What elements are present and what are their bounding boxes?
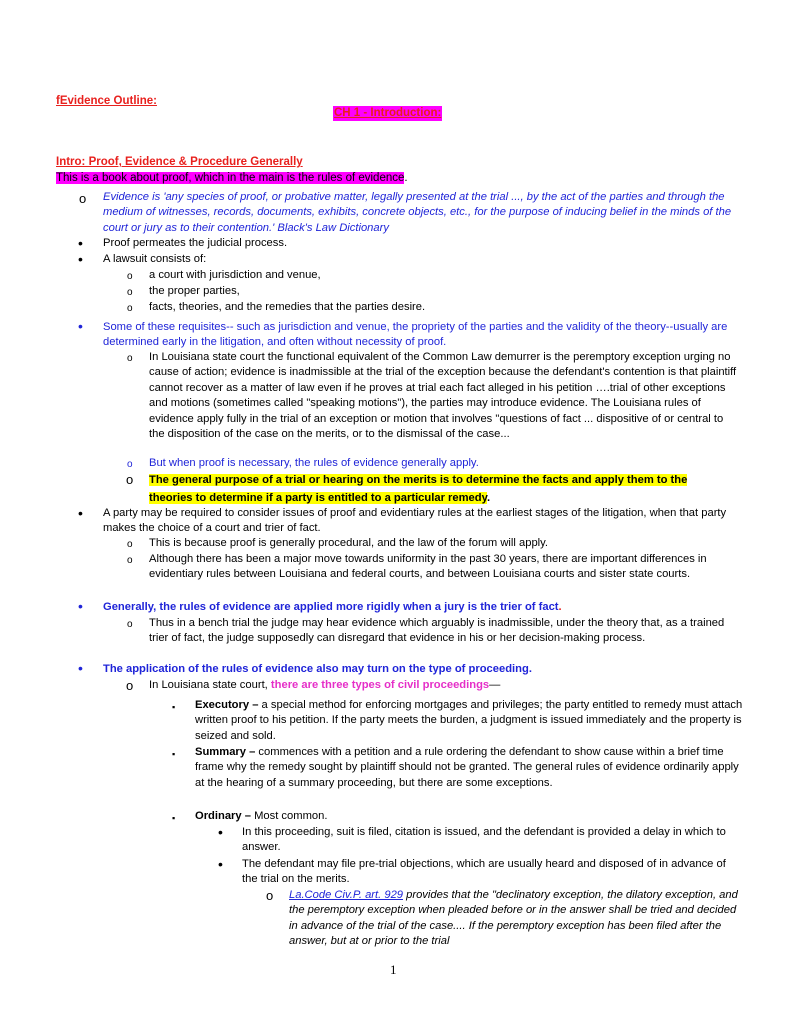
list-item: Proof permeates the judicial process. — [103, 237, 288, 249]
circle-marker: o — [127, 287, 133, 298]
summary-paragraph — [195, 745, 745, 791]
list-item: facts, theories, and the remedies that the parties desire. — [149, 301, 426, 313]
ordinary-term: Ordinary – — [195, 810, 251, 822]
summary-text: commences with a petition and a rule ordering the defendant to show cause within a brief time frame why the remedy sought by plaintiff should not be granted. The general rules of evidence ordinarily apply at the hearing of a summary proceeding, but there are some exceptions. — [195, 746, 739, 789]
three-proceedings-dash: — — [489, 679, 501, 691]
rigidly-paragraph — [103, 600, 743, 615]
art929-paragraph — [289, 888, 739, 950]
circle-marker: o — [127, 303, 133, 314]
general-purpose-paragraph — [149, 472, 729, 507]
circle-marker: o — [126, 472, 134, 487]
suit-filed-paragraph: In this proceeding, suit is filed, citation is issued, and the defendant is provided a delay in which to answer. — [242, 826, 726, 854]
ordinary-text: Most common. — [250, 810, 328, 822]
list-item: This is because proof is generally procedural, and the law of the forum will apply. — [149, 537, 549, 549]
bullet-marker: • — [218, 856, 223, 872]
list-item: the proper parties, — [149, 285, 240, 297]
rigidly-text: Generally, the rules of evidence are applied more rigidly when a jury is the trier of fact — [103, 601, 559, 613]
bullet-marker: • — [78, 660, 83, 676]
bullet-marker: • — [78, 598, 83, 614]
square-marker: ▪ — [172, 749, 176, 759]
three-proceedings-line — [149, 678, 739, 693]
requisites-paragraph: Some of these requisites-- such as jurisdiction and venue, the propriety of the parties and the validity of the theory--usually are determined early in the litigation, and often without necessity of proof. — [103, 321, 728, 349]
circle-marker: o — [126, 678, 134, 693]
bullet-marker: • — [78, 235, 83, 251]
circle-marker: o — [127, 539, 133, 550]
circle-marker: o — [79, 191, 87, 206]
bullet-marker: • — [78, 251, 83, 267]
bullet-marker: • — [78, 505, 83, 521]
list-item: A lawsuit consists of: — [103, 253, 207, 265]
list-item: But when proof is necessary, the rules of evidence generally apply. — [149, 457, 479, 469]
intro-sentence — [56, 171, 408, 186]
rigidly-period: . — [558, 601, 562, 613]
evidence-definition: Evidence is 'any species of proof, or probative matter, legally presented at the trial ..., by the act of the parties and through the medium of witnesses, records, documents, exhibits, concrete objects, etc., for the purpose of inducing belief in the minds of the court or jury as to their contention.' Black's Law Dictionary — [103, 191, 732, 234]
type-proceeding-paragraph: The application of the rules of evidence also may turn on the type of proceeding. — [103, 663, 532, 675]
party-required-paragraph: A party may be required to consider issues of proof and evidentiary rules at the earliest stages of the litigation, when that party makes the choice of a court and trier of fact. — [103, 507, 727, 535]
list-item: a court with jurisdiction and venue, — [149, 269, 321, 281]
general-purpose-highlight: The general purpose of a trial or hearing on the merits is to determine the facts and apply them to the theories to determine if a party is entitled to a particular remedy — [149, 474, 688, 504]
circle-marker: o — [127, 619, 133, 630]
page-number: 1 — [390, 962, 397, 977]
circle-marker: o — [266, 888, 274, 903]
square-marker: ▪ — [172, 702, 176, 712]
three-proceedings-prefix: In Louisiana state court, — [149, 679, 271, 691]
louisiana-demurrer-paragraph: In Louisiana state court the functional equivalent of the Common Law demurrer is the peremptory exception urging no cause of action; evidence is inadmissible at the trial of the exception because the defendant's contention is that plaintiff cannot recover as a matter of law even if he proves at trial each fact alleged in his petition ….trial of other exceptions and motions (sometimes called "speaking motions"), the parties may introduce evidence. The Louisiana rules of evidence apply fully in the trial of an exception or motion that involves "questions of fact ... dispositive of or central to the disposition of the case on the merits, or to the dismissal of the case... — [149, 351, 737, 441]
square-marker: ▪ — [172, 813, 176, 823]
executory-text: a special method for enforcing mortgages and privileges; the party entitled to remedy must attach written proof to his petition. If the party meets the burden, a judgment is issued immediately and the property is seized and sold. — [195, 699, 743, 742]
intro-highlight: This is a book about proof, which in the main is the rules of evidence — [56, 172, 405, 184]
pretrial-paragraph: The defendant may file pre-trial objections, which are usually heard and disposed of in advance of the trial on the merits. — [242, 858, 726, 886]
three-proceedings-highlight: there are three types of civil proceedings — [270, 679, 490, 691]
executory-term: Executory – — [195, 699, 259, 711]
circle-marker: o — [127, 459, 133, 470]
circle-marker: o — [127, 555, 133, 566]
chapter-heading: CH 1 - Introduction: — [333, 106, 442, 121]
art929-link[interactable]: La.Code Civ.P. art. 929 — [289, 889, 404, 901]
art929-text: provides that the "declinatory exception, the dilatory exception, and the peremptory exception when pleaded before or in the answer shall be tried and decided in advance of the trial of the case.... If the peremptory exception has been filed after the answer, but at or prior to the trial — [289, 889, 738, 948]
uniformity-paragraph: Although there has been a major move towards uniformity in the past 30 years, there are important differences in evidentiary rules between Louisiana and federal courts, and between Louisiana courts and sister state courts. — [149, 553, 707, 581]
ordinary-paragraph — [195, 809, 745, 824]
intro-period: . — [404, 172, 408, 184]
bench-trial-paragraph: Thus in a bench trial the judge may hear evidence which arguably is inadmissible, under the theory that, as a trained trier of fact, the judge supposedly can disregard that evidence in his or her decision-making process. — [149, 617, 725, 645]
section-heading: Intro: Proof, Evidence & Procedure Generally — [56, 156, 303, 168]
general-purpose-period: . — [487, 491, 491, 504]
bullet-marker: • — [78, 318, 83, 334]
bullet-marker: • — [218, 824, 223, 840]
summary-term: Summary – — [195, 746, 256, 758]
executory-paragraph — [195, 698, 745, 744]
circle-marker: o — [127, 271, 133, 282]
circle-marker: o — [127, 353, 133, 364]
document-title: fEvidence Outline: — [56, 95, 157, 107]
